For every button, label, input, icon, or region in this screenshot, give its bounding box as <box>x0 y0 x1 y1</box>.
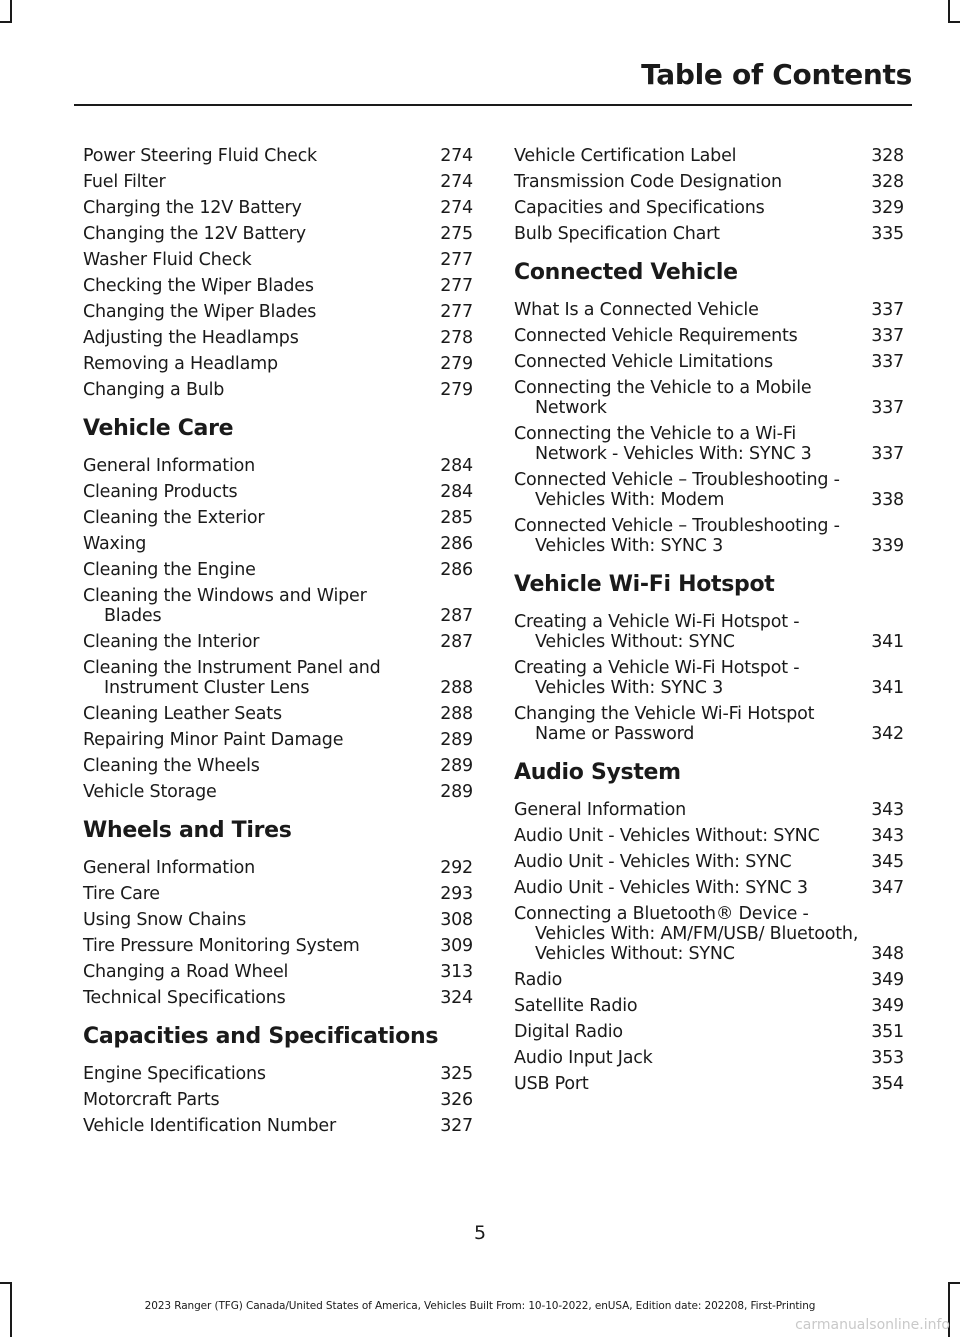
toc-entry[interactable] <box>83 560 473 580</box>
toc-entry-page: 337 <box>871 444 904 464</box>
toc-entry-page: 343 <box>871 800 904 820</box>
toc-section-heading: Vehicle Care <box>83 416 234 441</box>
toc-entry-page: 313 <box>440 962 473 982</box>
toc-entry-title: Cleaning the Engine <box>83 560 256 580</box>
toc-entry[interactable] <box>83 1064 473 1084</box>
toc-entry-page: 328 <box>871 146 904 166</box>
toc-entry-title: Cleaning the Wheels <box>83 756 260 776</box>
toc-entry-page: 288 <box>440 704 473 724</box>
toc-entry-page: 279 <box>440 380 473 400</box>
toc-entry-title: Connected Vehicle – Troubleshooting - Vehicles With: Modem <box>514 470 840 510</box>
toc-entry-title: Fuel Filter <box>83 172 166 192</box>
toc-entry[interactable] <box>514 704 904 744</box>
page-title: Table of Contents <box>641 58 912 91</box>
toc-entry-page: 293 <box>440 884 473 904</box>
toc-entry-title: Connected Vehicle Limitations <box>514 352 773 372</box>
toc-entry-title: USB Port <box>514 1074 589 1094</box>
toc-entry[interactable] <box>83 224 473 244</box>
toc-entry-page: 341 <box>871 632 904 652</box>
toc-entry-page: 354 <box>871 1074 904 1094</box>
toc-entry-page: 324 <box>440 988 473 1008</box>
toc-entry-page: 286 <box>440 560 473 580</box>
toc-entry[interactable] <box>514 352 904 372</box>
toc-entry[interactable] <box>83 704 473 724</box>
toc-entry[interactable] <box>83 782 473 802</box>
toc-entry-page: 337 <box>871 352 904 372</box>
toc-entry-title: Motorcraft Parts <box>83 1090 220 1110</box>
crop-mark <box>948 0 950 22</box>
toc-entry[interactable] <box>83 146 473 166</box>
page-number: 5 <box>473 1222 487 1244</box>
toc-entry-title: Tire Pressure Monitoring System <box>83 936 360 956</box>
toc-entry-page: 284 <box>440 456 473 476</box>
toc-entry[interactable] <box>514 1022 904 1042</box>
crop-mark <box>10 0 12 22</box>
toc-entry-title: Audio Unit - Vehicles With: SYNC <box>514 852 792 872</box>
toc-entry-title: Cleaning Products <box>83 482 238 502</box>
toc-entry[interactable] <box>83 586 473 626</box>
toc-entry[interactable] <box>83 756 473 776</box>
toc-entry-page: 287 <box>440 632 473 652</box>
toc-entry-page: 289 <box>440 756 473 776</box>
toc-entry-page: 286 <box>440 534 473 554</box>
toc-entry[interactable] <box>83 172 473 192</box>
toc-entry-title: General Information <box>514 800 687 820</box>
toc-entry[interactable] <box>514 826 904 846</box>
toc-entry-title: Creating a Vehicle Wi-Fi Hotspot - Vehicles Without: SYNC <box>514 612 800 652</box>
toc-entry[interactable] <box>514 852 904 872</box>
toc-entry[interactable] <box>514 1048 904 1068</box>
toc-entry-title: Checking the Wiper Blades <box>83 276 314 296</box>
toc-entry[interactable] <box>514 378 904 418</box>
toc-entry[interactable] <box>83 354 473 374</box>
toc-entry[interactable] <box>83 276 473 296</box>
toc-entry[interactable] <box>514 424 904 464</box>
toc-entry-page: 351 <box>871 1022 904 1042</box>
toc-entry-title: Cleaning the Exterior <box>83 508 265 528</box>
toc-entry-page: 337 <box>871 398 904 418</box>
toc-entry-title: Adjusting the Headlamps <box>83 328 299 348</box>
toc-entry-page: 287 <box>440 606 473 626</box>
toc-entry-page: 274 <box>440 198 473 218</box>
toc-entry[interactable] <box>83 1116 473 1136</box>
toc-entry-page: 349 <box>871 996 904 1016</box>
toc-entry[interactable] <box>514 198 904 218</box>
toc-entry-title: Changing the 12V Battery <box>83 224 306 244</box>
toc-entry[interactable] <box>514 904 904 964</box>
toc-entry[interactable] <box>514 172 904 192</box>
toc-entry[interactable] <box>514 1074 904 1094</box>
toc-entry-page: 348 <box>871 944 904 964</box>
toc-entry-title: Creating a Vehicle Wi-Fi Hotspot - Vehicles With: SYNC 3 <box>514 658 800 698</box>
toc-entry[interactable] <box>83 730 473 750</box>
toc-entry[interactable] <box>83 858 473 878</box>
toc-entry[interactable] <box>83 632 473 652</box>
toc-entry-title: Satellite Radio <box>514 996 638 1016</box>
toc-entry-title: Washer Fluid Check <box>83 250 252 270</box>
toc-entry-page: 325 <box>440 1064 473 1084</box>
toc-entry-title: Charging the 12V Battery <box>83 198 302 218</box>
toc-entry[interactable] <box>514 224 904 244</box>
toc-entry[interactable] <box>83 328 473 348</box>
toc-entry-title: Capacities and Specifications <box>514 198 765 218</box>
toc-entry-title: Audio Unit - Vehicles Without: SYNC <box>514 826 820 846</box>
toc-entry-page: 277 <box>440 276 473 296</box>
toc-entry[interactable] <box>83 1090 473 1110</box>
header-rule <box>74 104 912 106</box>
toc-entry[interactable] <box>514 878 904 898</box>
toc-entry-title: Repairing Minor Paint Damage <box>83 730 344 750</box>
toc-entry-page: 337 <box>871 326 904 346</box>
toc-entry-title: Cleaning Leather Seats <box>83 704 282 724</box>
toc-entry-page: 277 <box>440 250 473 270</box>
toc-entry[interactable] <box>514 658 904 698</box>
toc-entry-title: Cleaning the Windows and Wiper Blades <box>83 586 367 626</box>
toc-entry[interactable] <box>83 198 473 218</box>
toc-entry-page: 335 <box>871 224 904 244</box>
toc-entry-title: Waxing <box>83 534 147 554</box>
toc-column-right <box>514 146 904 1100</box>
toc-entry-page: 284 <box>440 482 473 502</box>
toc-entry-page: 345 <box>871 852 904 872</box>
crop-mark <box>948 21 960 23</box>
toc-entry-title: Digital Radio <box>514 1022 623 1042</box>
toc-entry[interactable] <box>514 516 904 556</box>
toc-entry[interactable] <box>83 910 473 930</box>
toc-entry-page: 309 <box>440 936 473 956</box>
toc-entry-page: 274 <box>440 172 473 192</box>
toc-entry-page: 353 <box>871 1048 904 1068</box>
toc-entry-title: Cleaning the Interior <box>83 632 260 652</box>
toc-entry-title: Audio Unit - Vehicles With: SYNC 3 <box>514 878 808 898</box>
toc-entry-page: 277 <box>440 302 473 322</box>
toc-entry-page: 326 <box>440 1090 473 1110</box>
toc-entry-page: 289 <box>440 730 473 750</box>
toc-entry-page: 275 <box>440 224 473 244</box>
toc-entry-page: 337 <box>871 300 904 320</box>
toc-entry[interactable] <box>83 302 473 322</box>
toc-entry-page: 274 <box>440 146 473 166</box>
toc-entry[interactable] <box>83 456 473 476</box>
toc-entry-page: 329 <box>871 198 904 218</box>
toc-entry-title: What Is a Connected Vehicle <box>514 300 759 320</box>
toc-section-heading: Capacities and Specifications <box>83 1024 439 1049</box>
toc-entry-title: Vehicle Identification Number <box>83 1116 336 1136</box>
watermark: carmanualsonline.info <box>795 1317 950 1333</box>
toc-entry-title: Changing the Wiper Blades <box>83 302 317 322</box>
toc-entry-title: Removing a Headlamp <box>83 354 278 374</box>
toc-entry-page: 328 <box>871 172 904 192</box>
toc-entry-title: Audio Input Jack <box>514 1048 653 1068</box>
toc-entry[interactable] <box>514 470 904 510</box>
toc-entry-title: Cleaning the Instrument Panel and Instrument Cluster Lens <box>83 658 381 698</box>
toc-entry-title: General Information <box>83 456 256 476</box>
toc-entry[interactable] <box>514 612 904 652</box>
toc-section-heading: Audio System <box>514 760 681 785</box>
toc-entry[interactable] <box>83 250 473 270</box>
toc-entry[interactable] <box>83 534 473 554</box>
toc-entry-page: 279 <box>440 354 473 374</box>
toc-column-left <box>83 146 473 1142</box>
toc-section-heading: Connected Vehicle <box>514 260 738 285</box>
toc-entry-page: 347 <box>871 878 904 898</box>
toc-entry[interactable] <box>514 300 904 320</box>
toc-entry-title: Vehicle Storage <box>83 782 217 802</box>
toc-entry-page: 285 <box>440 508 473 528</box>
toc-entry-title: Tire Care <box>83 884 160 904</box>
toc-entry-title: Vehicle Certification Label <box>514 146 737 166</box>
toc-entry[interactable] <box>83 884 473 904</box>
footer-edition-text: 2023 Ranger (TFG) Canada/United States of America, Vehicles Built From: 10-10-2022, enUSA, Edition date: 202208, First-Printing <box>144 1300 816 1312</box>
toc-entry-title: General Information <box>83 858 256 878</box>
toc-entry-page: 342 <box>871 724 904 744</box>
toc-entry-page: 341 <box>871 678 904 698</box>
toc-entry-title: Connecting a Bluetooth® Device - Vehicles With: AM/FM/USB/ Bluetooth, Vehicles Without: SYNC <box>514 904 859 964</box>
toc-entry[interactable] <box>83 658 473 698</box>
toc-entry[interactable] <box>83 962 473 982</box>
toc-entry[interactable] <box>514 326 904 346</box>
toc-section-heading: Wheels and Tires <box>83 818 292 843</box>
toc-entry-title: Connecting the Vehicle to a Wi-Fi Network - Vehicles With: SYNC 3 <box>514 424 812 464</box>
toc-entry-title: Connected Vehicle Requirements <box>514 326 798 346</box>
toc-entry[interactable] <box>514 996 904 1016</box>
toc-entry-title: Bulb Specification Chart <box>514 224 720 244</box>
toc-entry-page: 349 <box>871 970 904 990</box>
toc-entry-page: 339 <box>871 536 904 556</box>
toc-entry-page: 292 <box>440 858 473 878</box>
crop-mark <box>948 1282 960 1284</box>
toc-entry-title: Power Steering Fluid Check <box>83 146 317 166</box>
toc-entry[interactable] <box>83 380 473 400</box>
toc-entry-title: Changing a Bulb <box>83 380 225 400</box>
crop-mark <box>0 21 12 23</box>
toc-entry-page: 288 <box>440 678 473 698</box>
toc-entry-page: 338 <box>871 490 904 510</box>
crop-mark <box>0 1282 12 1284</box>
toc-entry-title: Connected Vehicle – Troubleshooting - Vehicles With: SYNC 3 <box>514 516 840 556</box>
toc-entry[interactable] <box>83 936 473 956</box>
toc-entry-title: Engine Specifications <box>83 1064 266 1084</box>
toc-entry[interactable] <box>514 970 904 990</box>
toc-entry[interactable] <box>514 800 904 820</box>
toc-entry-title: Connecting the Vehicle to a Mobile Network <box>514 378 812 418</box>
toc-entry[interactable] <box>83 482 473 502</box>
toc-entry[interactable] <box>83 988 473 1008</box>
toc-section-heading: Vehicle Wi-Fi Hotspot <box>514 572 775 597</box>
toc-entry-title: Technical Specifications <box>83 988 286 1008</box>
toc-entry[interactable] <box>514 146 904 166</box>
toc-entry-page: 289 <box>440 782 473 802</box>
toc-entry-page: 343 <box>871 826 904 846</box>
toc-entry-title: Changing a Road Wheel <box>83 962 289 982</box>
toc-entry-page: 327 <box>440 1116 473 1136</box>
toc-entry-title: Transmission Code Designation <box>514 172 782 192</box>
toc-entry-title: Using Snow Chains <box>83 910 247 930</box>
toc-entry-page: 308 <box>440 910 473 930</box>
toc-entry[interactable] <box>83 508 473 528</box>
toc-entry-title: Radio <box>514 970 563 990</box>
toc-entry-title: Changing the Vehicle Wi-Fi Hotspot Name or Password <box>514 704 815 744</box>
toc-entry-page: 278 <box>440 328 473 348</box>
